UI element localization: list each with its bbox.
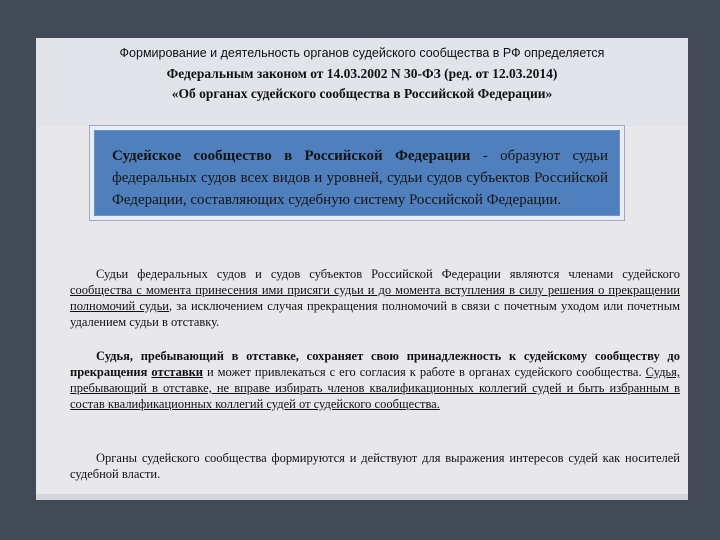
p2-part1: Судья, пребывающий в отставке, сохраняет свою принадлежность к судейскому сообществу до прекращения (70, 349, 680, 379)
definition-body: - образуют судьи федеральных судов всех видов и уровней, судьи судов субъектов Российской Федерации, составляющих судебную систему Российской Федерации. (112, 148, 608, 208)
p2-part2: отставки (151, 365, 203, 379)
p1-part2: сообщества с момента принесения ими присяги судьи и до момента вступления в силу решения о прекращении полномочий судьи (70, 283, 680, 313)
header-line-1: Формирование и деятельность органов судейского сообщества в РФ определяется (119, 46, 605, 60)
p3-text: Органы судейского сообщества формируются и действуют для выражения интересов судей как носителей судебной власти. (70, 451, 680, 481)
definition-text (112, 145, 608, 211)
paragraph-bodies (70, 450, 680, 482)
p1-part1: Судьи федеральных судов и судов субъектов Российской Федерации являются членами судейского (96, 267, 680, 281)
law-title: «Об органах судейского сообщества в Российской Федерации» (171, 86, 553, 101)
bottom-bar (36, 494, 688, 500)
slide-header (36, 38, 688, 126)
p1-part3: , за исключением случая прекращения полномочий в связи с почетным уходом или почетным удалением судьи в отставку. (70, 299, 681, 329)
p2-part3: и может привлекаться с его согласия к работе в органах судейского сообщества. (202, 365, 646, 379)
law-reference: Федеральным законом от 14.03.2002 N 30-ФЗ (ред. от 12.03.2014) (166, 66, 558, 81)
definition-term: Судейское сообщество в Российской Федерации (112, 148, 471, 164)
paragraph-membership (70, 266, 680, 330)
p2-part4: Судья, пребывающий в отставке, не вправе избирать членов квалификационных коллегий судей и быть избранным в состав квалификационных коллегий судей от судейского сообщества. (70, 365, 681, 411)
paragraph-retired-judge (70, 348, 680, 412)
